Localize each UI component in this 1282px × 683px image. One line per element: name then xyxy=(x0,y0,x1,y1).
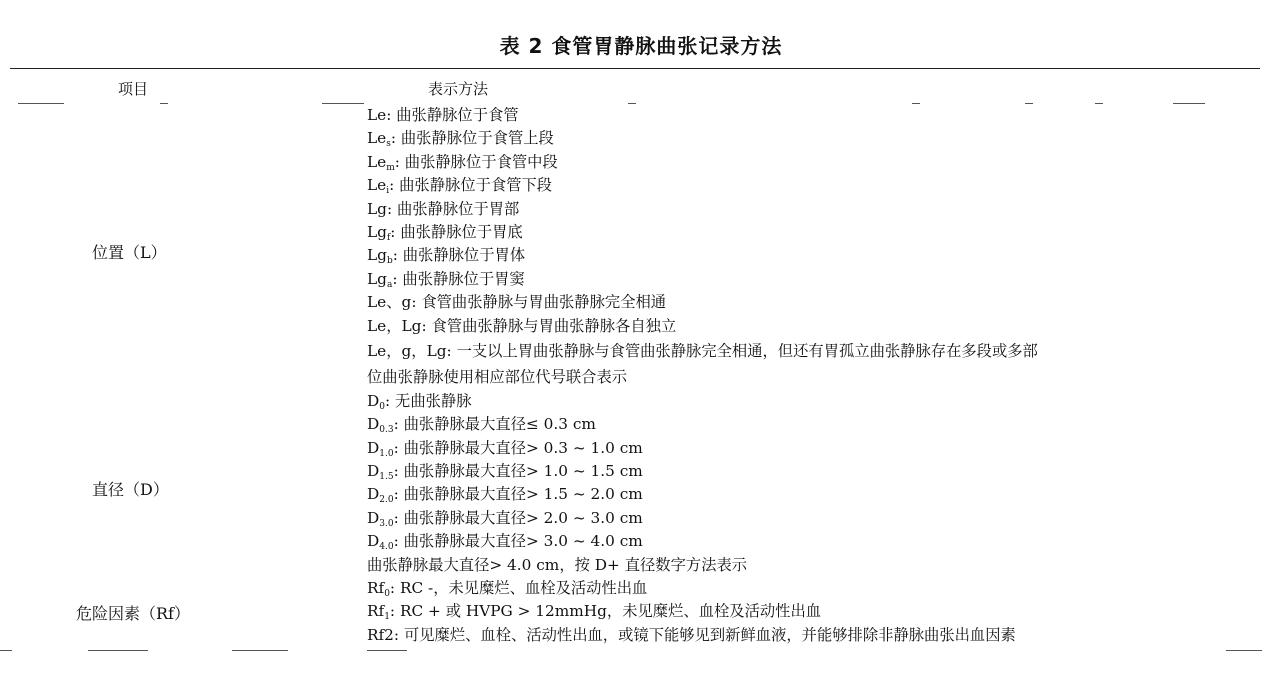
bottom-rule-segment xyxy=(1226,650,1262,651)
method-code: Lg xyxy=(367,222,387,241)
method-code: Rf2 xyxy=(367,625,394,644)
method-line xyxy=(367,315,1038,338)
method-line xyxy=(367,507,1038,530)
method-code-subscript: 0 xyxy=(384,589,390,600)
method-text: : 曲张静脉位于食管下段 xyxy=(389,176,553,195)
method-code-subscript: 1.5 xyxy=(379,472,394,483)
bottom-rule-segment xyxy=(0,650,12,651)
method-text: : 曲张静脉最大直径≤ 0.3 cm xyxy=(393,415,596,434)
method-line xyxy=(367,413,1038,436)
method-code: Rf xyxy=(367,579,385,598)
bottom-rule-segment xyxy=(232,650,288,651)
method-text: : 食管曲张静脉与胃曲张静脉各自独立 xyxy=(421,316,677,335)
method-line xyxy=(367,174,1038,197)
method-code: Lg xyxy=(367,199,387,218)
method-line xyxy=(367,244,1038,267)
method-text: : 曲张静脉最大直径> 1.5 ~ 2.0 cm xyxy=(393,485,643,504)
method-code-subscript: i xyxy=(386,186,390,197)
method-line xyxy=(367,577,1038,600)
method-code-subscript: s xyxy=(386,139,391,150)
method-text: : 曲张静脉位于胃体 xyxy=(392,246,526,265)
method-code: Le xyxy=(367,106,387,124)
method-line xyxy=(367,530,1038,553)
method-text: : 食管曲张静脉与胃曲张静脉完全相通 xyxy=(411,293,667,312)
method-code: Lg xyxy=(367,246,387,265)
method-line xyxy=(367,338,1038,364)
method-code-subscript: m xyxy=(386,162,395,173)
method-code: Le xyxy=(367,129,387,148)
column-header-method: 表示方法 xyxy=(428,80,489,98)
method-code: Le、g xyxy=(367,293,412,312)
method-line xyxy=(367,460,1038,483)
header-rule-segment xyxy=(1173,103,1205,104)
method-line xyxy=(367,364,1038,390)
header-rule-segment xyxy=(160,103,168,104)
method-code-subscript: 1.0 xyxy=(379,448,394,459)
method-text: 曲张静脉最大直径> 4.0 cm，按 D+ 直径数字方法表示 xyxy=(367,555,748,574)
method-line xyxy=(367,268,1038,291)
method-code: Lg xyxy=(367,269,387,288)
method-line xyxy=(367,600,1038,623)
bottom-rule-segment xyxy=(367,650,407,651)
method-line xyxy=(367,151,1038,174)
method-line xyxy=(367,104,1038,127)
method-text: : 一支以上胃曲张静脉与食管曲张静脉完全相通，但还有胃孤立曲张静脉存在多段或多部 xyxy=(446,341,1038,360)
top-rule xyxy=(10,68,1260,69)
method-text: : RC -，未见糜烂、血栓及活动性出血 xyxy=(389,579,648,598)
method-text: : RC + 或 HVPG > 12mmHg，未见糜烂、血栓及活动性出血 xyxy=(389,602,822,621)
method-code-subscript: 0.3 xyxy=(379,425,394,436)
table-title: 表 2 食管胃静脉曲张记录方法 xyxy=(499,34,783,58)
bottom-rule-segment xyxy=(88,650,148,651)
method-code: D xyxy=(367,532,380,551)
header-rule-segment xyxy=(1095,103,1103,104)
method-code: D xyxy=(367,438,380,457)
row-label-diameter: 直径（D） xyxy=(92,480,169,499)
method-text: : 曲张静脉位于食管 xyxy=(386,106,519,124)
method-text: : 曲张静脉位于胃部 xyxy=(386,199,520,218)
header-rule-segment xyxy=(322,103,364,104)
method-code-subscript: 0 xyxy=(379,401,385,412)
method-line xyxy=(367,198,1038,221)
column-header-item: 项目 xyxy=(118,80,149,98)
method-line xyxy=(367,221,1038,244)
method-line xyxy=(367,390,1038,413)
method-code: D xyxy=(367,485,380,504)
method-code: Le xyxy=(367,152,387,171)
method-code: D xyxy=(367,462,380,481)
method-line xyxy=(367,437,1038,460)
method-code-subscript: f xyxy=(386,232,391,243)
method-text: : 曲张静脉位于食管中段 xyxy=(394,152,558,171)
method-lines xyxy=(367,104,1038,647)
method-code-subscript: 4.0 xyxy=(379,542,394,553)
method-code: D xyxy=(367,415,380,434)
header-rule-segment xyxy=(18,103,64,104)
method-text: : 曲张静脉最大直径> 0.3 ~ 1.0 cm xyxy=(393,438,643,457)
method-line xyxy=(367,291,1038,314)
method-code-subscript: b xyxy=(386,256,393,267)
method-text: : 曲张静脉最大直径> 3.0 ~ 4.0 cm xyxy=(393,532,643,551)
method-text: : 无曲张静脉 xyxy=(385,391,472,410)
method-code: Le xyxy=(367,176,387,195)
method-line xyxy=(367,483,1038,506)
method-text: 位曲张静脉使用相应部位代号联合表示 xyxy=(367,367,628,386)
method-line xyxy=(367,127,1038,150)
method-line xyxy=(367,554,1038,577)
method-line xyxy=(367,624,1038,647)
method-text: : 曲张静脉位于胃窦 xyxy=(392,269,525,288)
row-label-location: 位置（L） xyxy=(92,243,167,262)
method-text: : 曲张静脉最大直径> 1.0 ~ 1.5 cm xyxy=(393,462,643,481)
method-text: : 曲张静脉最大直径> 2.0 ~ 3.0 cm xyxy=(393,508,643,527)
method-text: : 曲张静脉位于胃底 xyxy=(390,222,523,241)
method-code: Le，g，Lg xyxy=(367,341,447,360)
method-code-subscript: a xyxy=(386,279,393,290)
method-code: Rf xyxy=(367,602,385,621)
row-label-risk: 危险因素（Rf） xyxy=(76,604,190,623)
method-code-subscript: 3.0 xyxy=(379,518,394,529)
method-text: : 可见糜烂、血栓、活动性出血，或镜下能够见到新鲜血液，并能够排除非静脉曲张出血因素 xyxy=(393,625,1016,644)
method-code-subscript: 2.0 xyxy=(379,495,394,506)
method-code: D xyxy=(367,508,380,527)
method-code: Le，Lg xyxy=(367,316,422,335)
method-code-subscript: 1 xyxy=(384,612,390,623)
method-code: D xyxy=(367,391,380,410)
method-text: : 曲张静脉位于食管上段 xyxy=(390,129,554,148)
